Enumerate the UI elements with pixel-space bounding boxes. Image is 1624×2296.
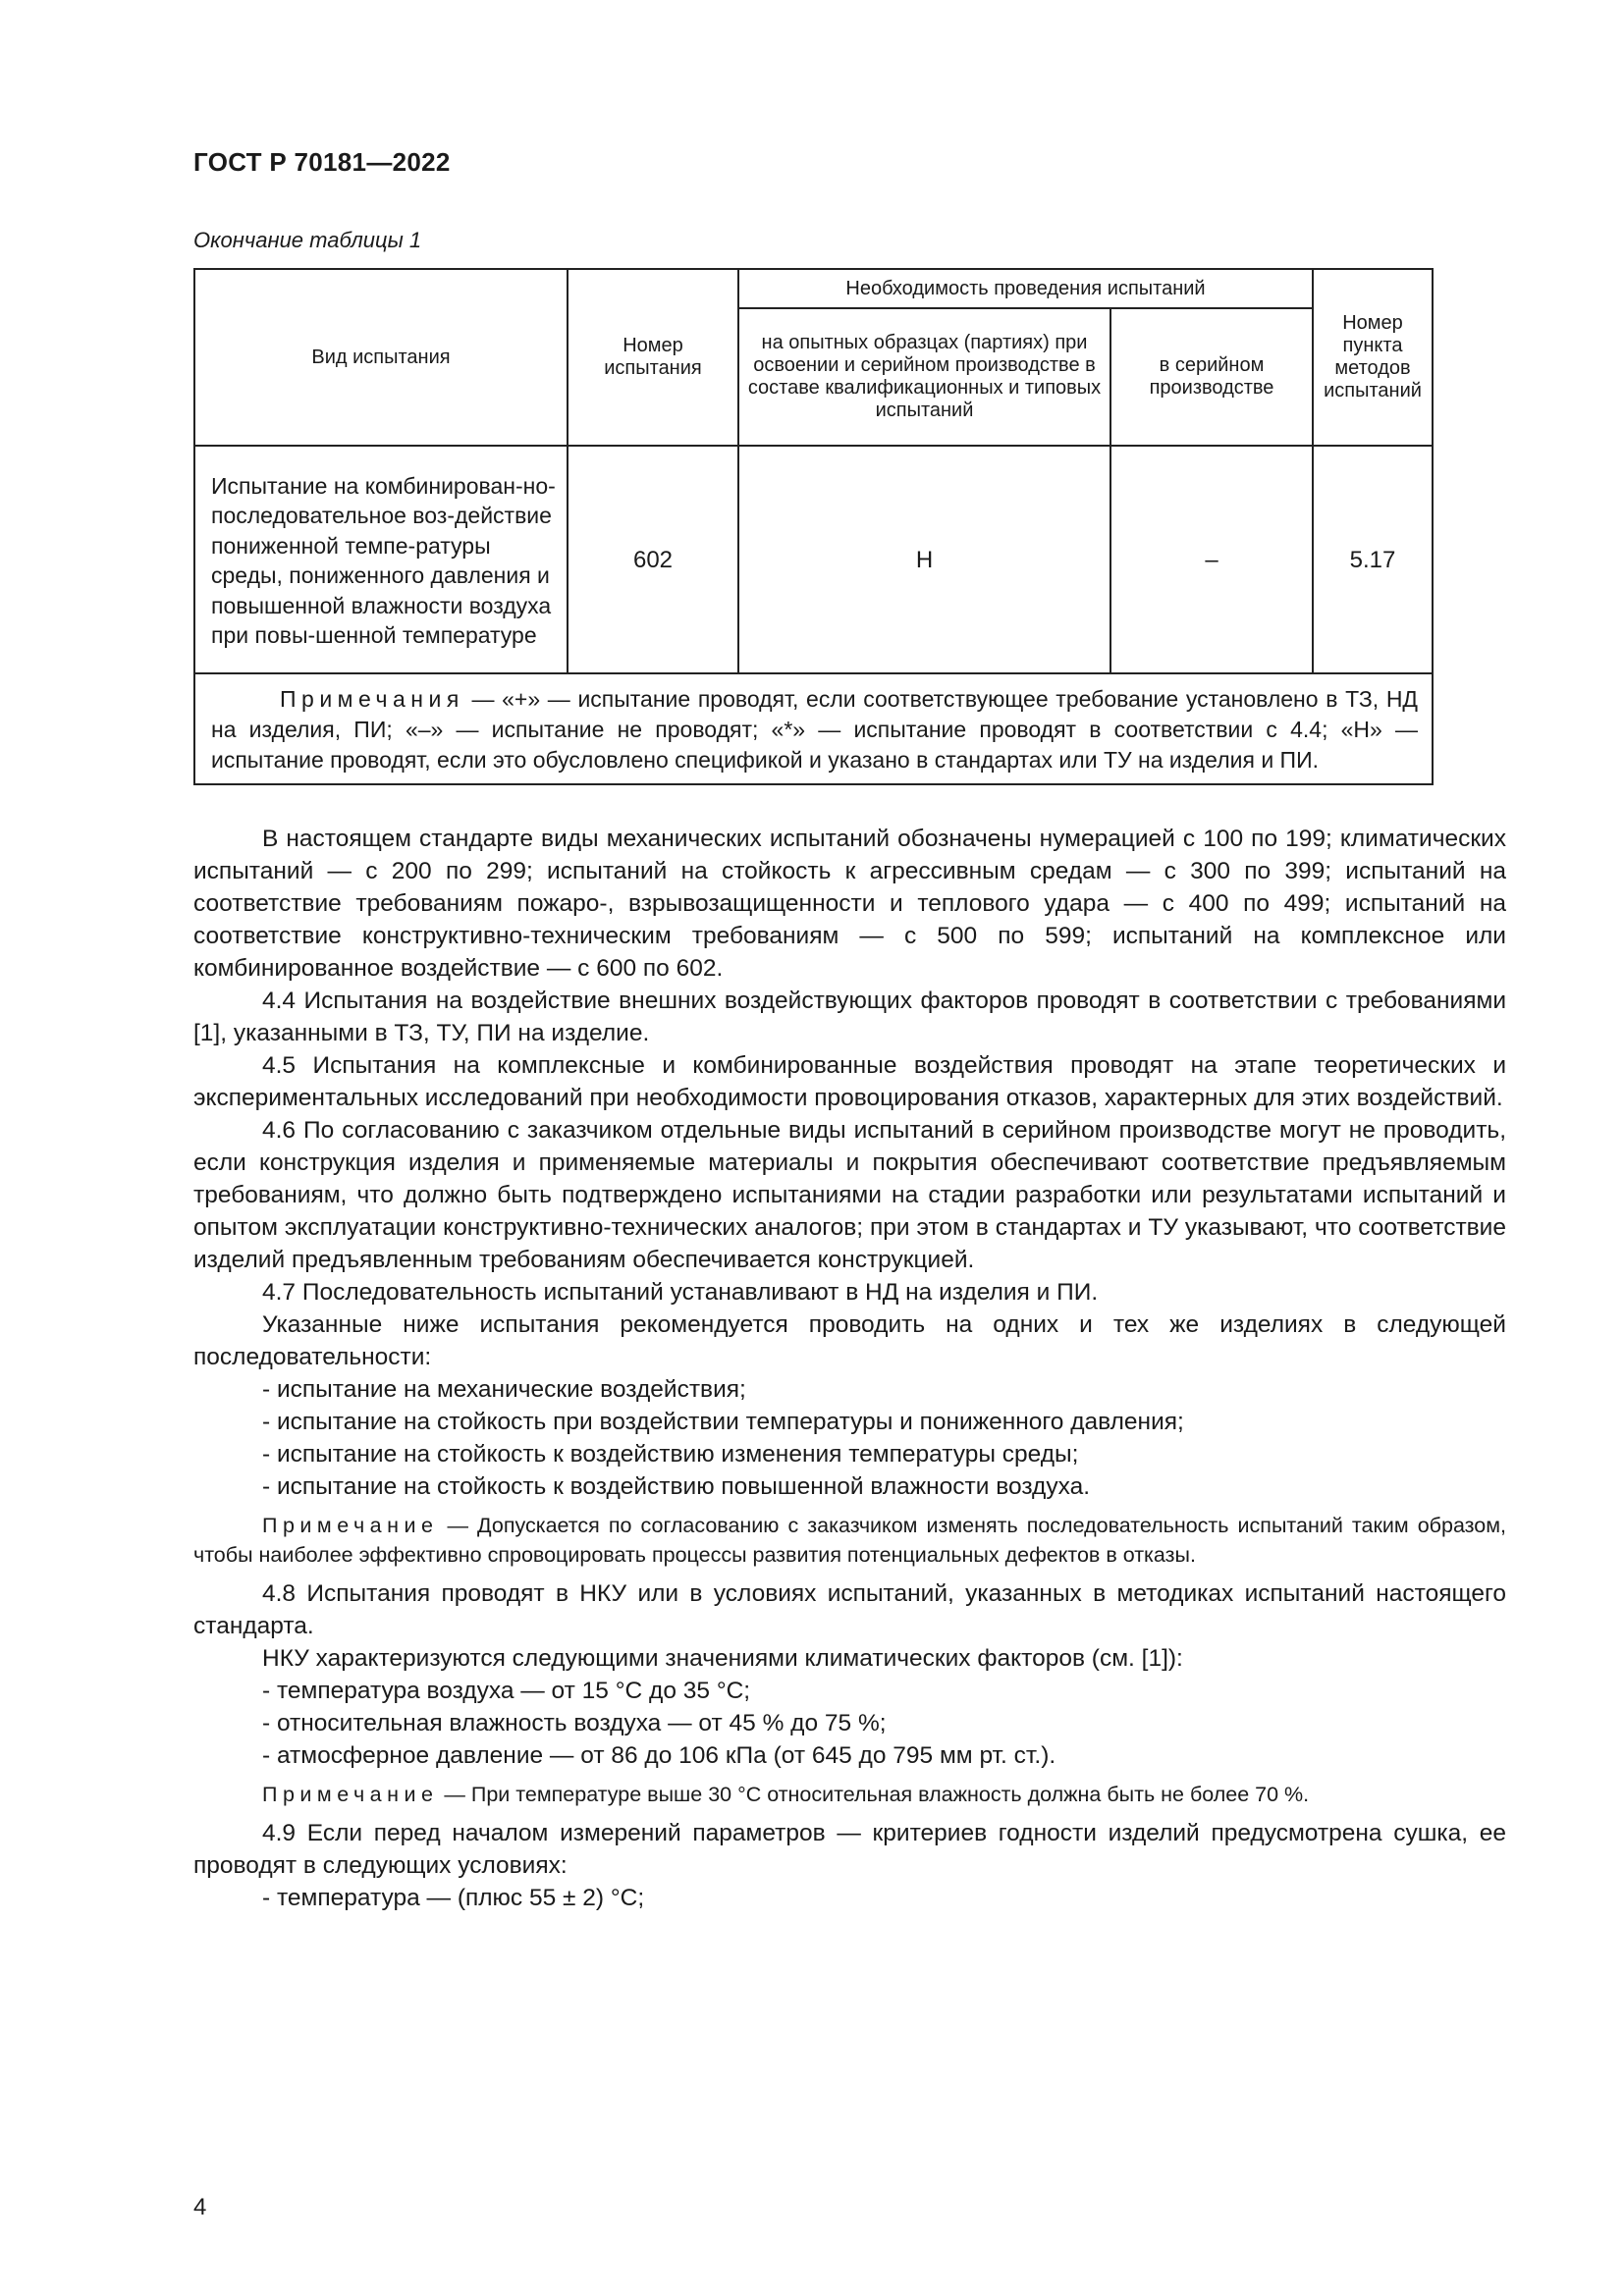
table-notes xyxy=(194,673,1433,784)
table-notes-row xyxy=(194,673,1433,784)
note-text: — При температуре выше 30 °С относительная влажность должна быть не более 70 %. xyxy=(438,1783,1310,1806)
list-item: - температура воздуха — от 15 °С до 35 °С; xyxy=(262,1678,751,1704)
list-item: - испытание на стойкость к воздействию повышенной влажности воздуха. xyxy=(262,1473,1091,1500)
list-item: - атмосферное давление — от 86 до 106 кПа (от 645 до 795 мм рт. ст.). xyxy=(262,1742,1056,1769)
note-humidity xyxy=(193,1780,1506,1809)
row-method-clause: 5.17 xyxy=(1313,446,1433,673)
table-row xyxy=(194,446,1433,673)
header-necessity: Необходимость проведения испытаний xyxy=(738,269,1313,308)
document-header: ГОСТ Р 70181—2022 xyxy=(193,147,451,177)
list-item: - испытание на стойкость при воздействии температуры и пониженного давления; xyxy=(262,1409,1184,1435)
header-method-clause: Номер пункта методов испытаний xyxy=(1313,269,1433,446)
header-test-number: Номер испытания xyxy=(568,269,738,446)
paragraph-numbering: В настоящем стандарте виды механических испытаний обозначены нумерацией с 100 по 199; климатических испытаний — с 200 по 299; испытаний на стойкость к агрессивным средам — с 300 по 399; испытаний на соответствие требованиям пожаро-, взрывозащищенности и теплового удара — с 400 по 499; испытаний на соответствие конструктивно-техническим требованиям — с 500 по 599; испытаний на комплексное или комбинированное воздействие — с 600 по 602. xyxy=(193,826,1506,982)
row-test-name: Испытание на комбинирован-но-последовательное воз-действие пониженной темпе-ратуры среды, пониженного давления и повышенной влажности воздуха при повы-шенной температуре xyxy=(194,446,568,673)
paragraph-4-9: 4.9 Если перед началом измерений параметров — критериев годности изделий предусмотрена сушка, ее проводят в следующих условиях: xyxy=(193,1820,1506,1879)
paragraph-4-8: 4.8 Испытания проводят в НКУ или в условиях испытаний, указанных в методиках испытаний настоящего стандарта. xyxy=(193,1580,1506,1639)
test-table xyxy=(193,268,1434,785)
header-pilot-samples: на опытных образцах (партиях) при освоении и серийном производстве в составе квалификационных и типовых испытаний xyxy=(738,308,1110,446)
table-caption: Окончание таблицы 1 xyxy=(193,228,422,252)
note-sequence xyxy=(193,1511,1506,1570)
note-label: Примечание xyxy=(262,1783,439,1806)
list-item: - относительная влажность воздуха — от 45 % до 75 %; xyxy=(262,1710,887,1736)
row-serial-value: – xyxy=(1110,446,1313,673)
list-item: - испытание на механические воздействия; xyxy=(262,1376,746,1403)
list-item: - испытание на стойкость к воздействию изменения температуры среды; xyxy=(262,1441,1079,1468)
note-label: Примечание xyxy=(262,1514,439,1537)
paragraph-4-6: 4.6 По согласованию с заказчиком отдельные виды испытаний в серийном производстве могут не проводить, если конструкция изделия и применяемые материалы и покрытия обеспечивают соответствие предъявляемым требованиям, что должно быть подтверждено испытаниями на стадии разработки или результатами испытаний и опытом эксплуатации конструктивно-технических аналогов; при этом в стандартах и ТУ указывают, что соответствие изделий предъявленным требованиям обеспечивается конструкцией. xyxy=(193,1117,1506,1273)
header-test-type: Вид испытания xyxy=(194,269,568,446)
paragraph-4-4: 4.4 Испытания на воздействие внешних воздействующих факторов проводят в соответствии с требованиями [1], указанными в ТЗ, ТУ, ПИ на изделие. xyxy=(193,988,1506,1046)
page-number: 4 xyxy=(193,2194,207,2220)
list-item: - температура — (плюс 55 ± 2) °С; xyxy=(262,1885,645,1911)
row-test-number: 602 xyxy=(568,446,738,673)
body-text xyxy=(193,823,1506,1914)
row-pilot-value: Н xyxy=(738,446,1110,673)
paragraph-4-7: 4.7 Последовательность испытаний устанавливают в НД на изделия и ПИ. xyxy=(262,1279,1099,1306)
paragraph-4-8-nku: НКУ характеризуются следующими значениями климатических факторов (см. [1]): xyxy=(262,1645,1183,1672)
paragraph-4-7-sequence: Указанные ниже испытания рекомендуется проводить на одних и тех же изделиях в следующей последовательности: xyxy=(193,1311,1506,1370)
paragraph-4-5: 4.5 Испытания на комплексные и комбинированные воздействия проводят на этапе теоретических и экспериментальных исследований при необходимости провоцирования отказов, характерных для этих воздействий. xyxy=(193,1052,1506,1111)
header-serial-production: в серийном производстве xyxy=(1110,308,1313,446)
notes-label: Примечания xyxy=(280,686,464,712)
note-text: — Допускается по согласованию с заказчиком изменять последовательность испытаний таким образом, чтобы наиболее эффективно спровоцировать процессы развития потенциальных дефектов в отказы. xyxy=(193,1514,1506,1567)
notes-text: — «+» — испытание проводят, если соответствующее требование установлено в ТЗ, НД на изделия, ПИ; «–» — испытание не проводят; «*» — испытание проводят в соответствии с 4.4; «Н» — испытание проводят, если это обусловлено спецификой и указано в стандартах или ТУ на изделия и ПИ. xyxy=(211,686,1419,773)
